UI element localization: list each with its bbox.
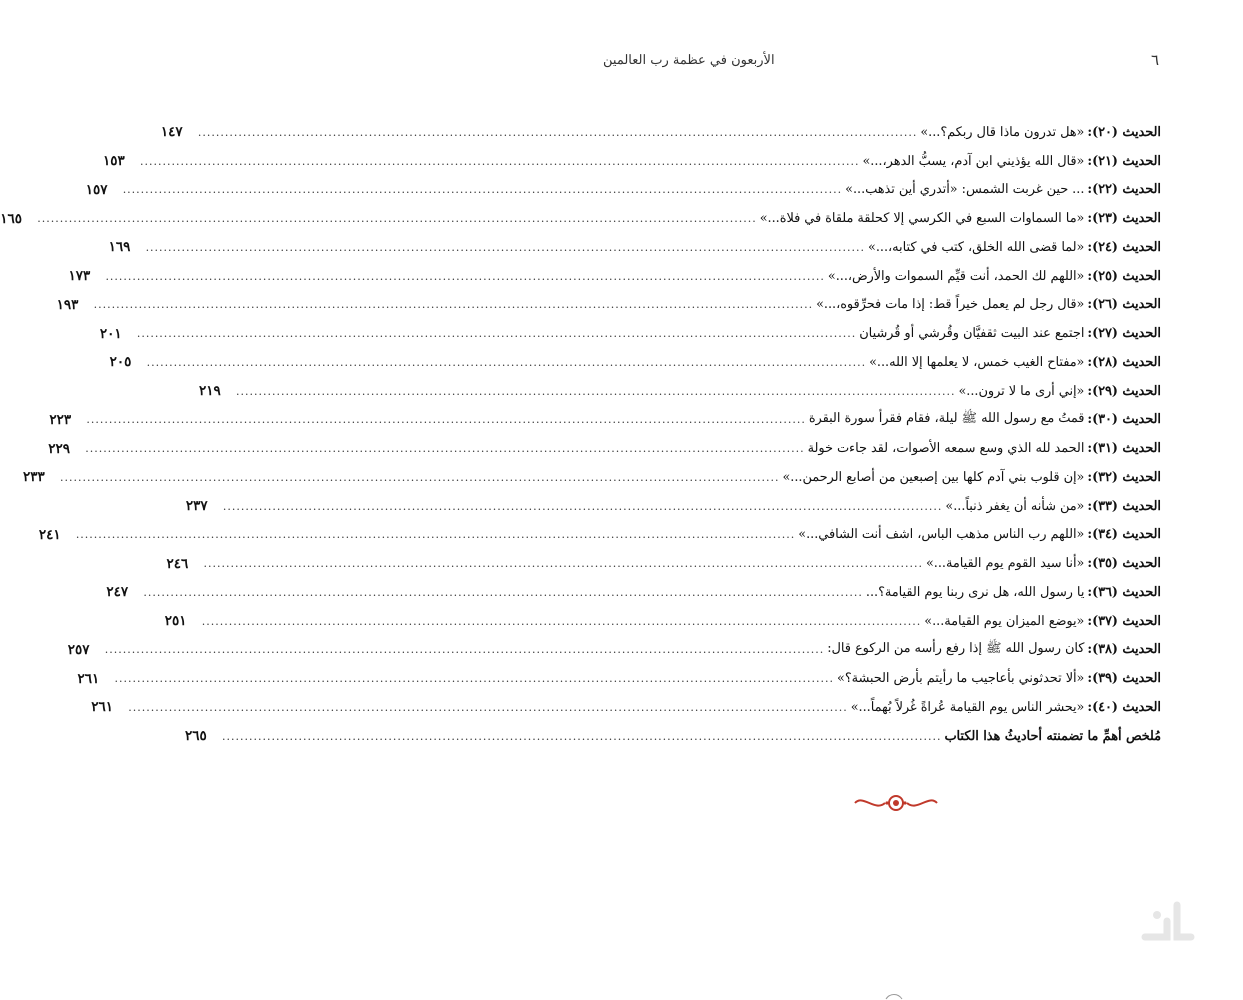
toc-entry-title: «من شأنه أن يغفر ذنباً...» xyxy=(945,498,1085,514)
toc-page-number: ١٩٣ xyxy=(56,296,79,313)
running-title: الأربعون في عظمة رب العالمين xyxy=(603,52,775,68)
toc-entry-title: «قال الله يؤذيني ابن آدم، يسبُّ الدهر،...» xyxy=(862,153,1085,169)
toc-page-number: ١٥٧ xyxy=(85,181,108,198)
toc-entry-title: كان رسول الله ﷺ إذا رفع رأسه من الركوع قال: xyxy=(827,640,1085,656)
toc-entry-label: الحديث (٢٧): xyxy=(1087,326,1161,342)
toc-entry-title: اجتمع عند البيت ثقفيَّان وقُرشي أو قُرشيان xyxy=(859,326,1085,342)
toc-leader-dots: ................................................................................................................................................................ xyxy=(143,585,863,599)
toc-page-number: ٢٠١ xyxy=(99,325,122,342)
toc-entry-title: «هل تدرون ماذا قال ربكم؟...» xyxy=(920,124,1085,140)
toc-entry-label: الحديث (٢٦): xyxy=(1087,297,1161,313)
toc-entry-label: الحديث (٢١): xyxy=(1087,153,1161,169)
ornament-divider-icon xyxy=(853,790,939,816)
toc-leader-dots: ................................................................................................................................................................ xyxy=(104,643,825,657)
toc-entry-label: الحديث (٢٣): xyxy=(1087,211,1161,227)
toc-page-number: ١٦٥ xyxy=(0,210,23,227)
toc-entry-title: «ما السماوات السبع في الكرسي إلا كحلقة ملقاة في فلاة...» xyxy=(759,211,1085,227)
toc-page-number: ٢٦١ xyxy=(91,699,114,716)
toc-entry[interactable] xyxy=(185,492,1161,521)
toc-entry-label: الحديث (٣٦): xyxy=(1087,584,1161,600)
toc-entry[interactable] xyxy=(108,233,1161,262)
toc-leader-dots: ................................................................................................................................................................ xyxy=(145,240,866,254)
toc-entry-label: الحديث (٢٢): xyxy=(1087,182,1161,198)
toc-entry-title: «اللهم لك الحمد، أنت قيِّم السموات والأرض،...» xyxy=(827,268,1085,284)
page-header xyxy=(603,48,1159,72)
toc-entry[interactable] xyxy=(67,636,1161,665)
toc-entry[interactable] xyxy=(68,262,1161,291)
toc-page-number: ٢٣٣ xyxy=(23,469,45,486)
page-number: ٦ xyxy=(1150,51,1159,69)
toc-entry[interactable] xyxy=(48,434,1161,463)
toc-entry[interactable] xyxy=(99,319,1161,348)
toc-entry-title: يا رسول الله، هل نرى ربنا يوم القيامة؟... xyxy=(865,584,1085,600)
toc-page-number: ٢٣٧ xyxy=(185,498,208,515)
toc-leader-dots: ................................................................................................................................................................ xyxy=(93,298,814,312)
toc-page-number: ١٦٩ xyxy=(108,239,131,256)
toc-entry-label: الحديث (٣٣): xyxy=(1087,498,1161,514)
toc-entry-label: الحديث (٣٠): xyxy=(1087,412,1161,428)
toc-entry[interactable] xyxy=(109,348,1161,377)
toc-entry[interactable] xyxy=(160,118,1161,147)
toc-entry[interactable] xyxy=(164,607,1161,636)
toc-entry-title: «لما قضى الله الخلق، كتب في كتابه،...» xyxy=(868,239,1085,255)
toc-leader-dots: ................................................................................................................................................................ xyxy=(122,183,843,197)
table-of-contents xyxy=(0,118,1161,751)
toc-entry-title: الحمد لله الذي وسع سمعه الأصوات، لقد جاءت خولة xyxy=(807,441,1085,457)
toc-leader-dots: ................................................................................................................................................................ xyxy=(236,384,956,398)
toc-page-number: ٢٢٩ xyxy=(48,440,70,457)
toc-leader-dots: ................................................................................................................................................................ xyxy=(146,355,867,369)
toc-page-number: ٢٦١ xyxy=(77,670,100,687)
toc-entry-title: «إن قلوب بني آدم كلها بين إصبعين من أصابع الرحمن...» xyxy=(782,469,1085,485)
publisher-logo-watermark-icon xyxy=(1137,893,1199,953)
toc-leader-dots: ................................................................................................................................................................ xyxy=(201,614,922,628)
toc-leader-dots: ................................................................................................................................................................ xyxy=(114,672,834,686)
toc-page-number: ٢١٩ xyxy=(199,383,221,400)
toc-entry-label: الحديث (٣٤): xyxy=(1087,527,1161,543)
toc-page-number: ١٧٣ xyxy=(68,268,91,285)
toc-entry-label: الحديث (٣٩): xyxy=(1087,671,1161,687)
toc-entry-title: «أنا سيد القوم يوم القيامة...» xyxy=(925,556,1085,572)
toc-leader-dots: ................................................................................................................................................................ xyxy=(86,413,806,427)
toc-leader-dots: ................................................................................................................................................................ xyxy=(197,125,918,139)
toc-entry-title: قمتُ مع رسول الله ﷺ ليلة، فقام فقرأ سورة البقرة xyxy=(808,410,1085,426)
toc-entry-title: «يحشر الناس يوم القيامة عُراةً غُرلاً بُهماً...» xyxy=(850,699,1085,715)
toc-page-number: ١٥٣ xyxy=(103,153,125,170)
toc-entry-label: الحديث (٣٢): xyxy=(1087,469,1161,485)
toc-leader-dots: ................................................................................................................................................................ xyxy=(136,327,857,341)
toc-entry-label: الحديث (٢٨): xyxy=(1087,354,1161,370)
toc-leader-dots: ................................................................................................................................................................ xyxy=(75,528,796,542)
toc-leader-dots: ................................................................................................................................................................ xyxy=(37,212,757,226)
toc-entry[interactable] xyxy=(23,463,1161,492)
toc-entry[interactable] xyxy=(106,578,1161,607)
toc-entry[interactable] xyxy=(77,664,1161,693)
toc-entry-title: «اللهم رب الناس مذهب الباس، اشف أنت الشافي...» xyxy=(798,527,1085,543)
footer-ornament-icon xyxy=(885,993,903,1000)
toc-entry[interactable] xyxy=(0,204,1161,233)
toc-entry-label: الحديث (٢٩): xyxy=(1087,383,1161,399)
toc-entry[interactable] xyxy=(166,549,1161,578)
toc-page-number: ٢٤١ xyxy=(38,526,61,543)
toc-leader-dots: ................................................................................................................................................................ xyxy=(222,499,943,513)
toc-entry-label: الحديث (٤٠): xyxy=(1087,699,1161,715)
toc-leader-dots: ................................................................................................................................................................ xyxy=(60,470,780,484)
toc-entry-label: الحديث (٣٨): xyxy=(1087,642,1161,658)
toc-entry-title: «ألا تحدثوني بأعاجيب ما رأيتم بأرض الحبشة؟» xyxy=(837,671,1085,687)
toc-leader-dots: ................................................................................................................................................................ xyxy=(140,154,860,168)
toc-page-number: ٢٥٧ xyxy=(67,641,90,658)
toc-entry-title: «يوضع الميزان يوم القيامة...» xyxy=(924,613,1085,629)
toc-page-number: ٢٢٣ xyxy=(49,411,72,428)
toc-entry[interactable] xyxy=(49,406,1161,435)
toc-leader-dots: ................................................................................................................................................................ xyxy=(128,700,848,714)
toc-entry-label: مُلخص أهمِّ ما تضمنته أحاديثُ هذا الكتاب xyxy=(944,728,1161,744)
toc-page-number: ١٤٧ xyxy=(160,124,183,141)
toc-entry-title: «إني أرى ما لا ترون...» xyxy=(958,383,1085,399)
toc-entry[interactable] xyxy=(38,521,1161,550)
toc-entry[interactable] xyxy=(91,693,1161,722)
toc-leader-dots: ................................................................................................................................................................ xyxy=(222,729,942,743)
toc-page-number: ٢٤٧ xyxy=(106,584,129,601)
toc-entry-label: الحديث (٢٤): xyxy=(1087,239,1161,255)
toc-leader-dots: ................................................................................................................................................................ xyxy=(105,269,825,283)
toc-entry-label: الحديث (٣٧): xyxy=(1087,613,1161,629)
toc-entry-title: «قال رجل لم يعمل خيراً قط: إذا مات فحرِّقوه،...» xyxy=(816,297,1085,313)
toc-entry[interactable] xyxy=(85,176,1161,205)
toc-entry[interactable] xyxy=(185,722,1161,751)
toc-entry-label: الحديث (٢٠): xyxy=(1087,124,1161,140)
toc-page-number: ٢٦٥ xyxy=(185,728,207,745)
toc-entry[interactable] xyxy=(199,377,1161,406)
toc-entry-title: ... حين غربت الشمس: «أتدري أين تذهب...» xyxy=(845,182,1085,198)
toc-leader-dots: ................................................................................................................................................................ xyxy=(85,442,805,456)
toc-entry[interactable] xyxy=(103,147,1161,176)
toc-entry-label: الحديث (٣١): xyxy=(1087,441,1161,457)
toc-page-number: ٢٠٥ xyxy=(109,354,132,371)
toc-entry-label: الحديث (٢٥): xyxy=(1087,268,1161,284)
toc-page-number: ٢٤٦ xyxy=(166,555,189,572)
toc-entry-title: «مفتاح الغيب خمس، لا يعلمها إلا الله...» xyxy=(869,354,1085,370)
toc-leader-dots: ................................................................................................................................................................ xyxy=(203,557,923,571)
toc-entry-label: الحديث (٣٥): xyxy=(1087,556,1161,572)
toc-page-number: ٢٥١ xyxy=(164,613,187,630)
toc-entry[interactable] xyxy=(56,291,1161,320)
